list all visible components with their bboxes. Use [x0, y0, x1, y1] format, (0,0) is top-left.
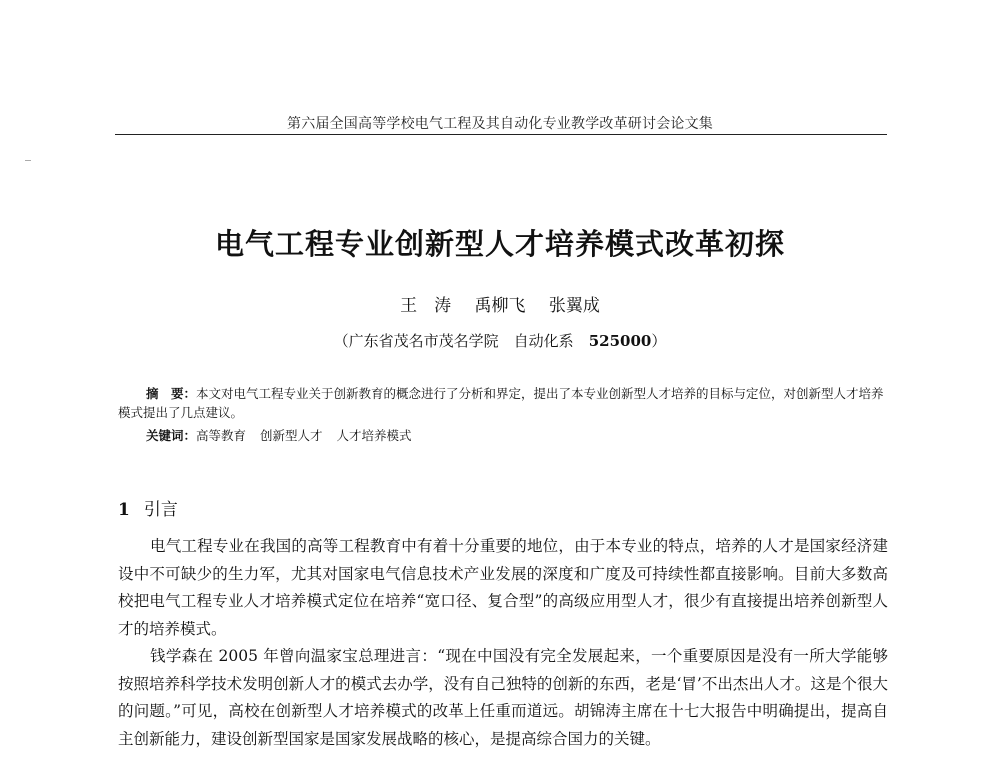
affiliation-open-paren: （ [333, 332, 349, 350]
section-title: 引言 [143, 500, 178, 520]
paragraph: 电气工程专业在我国的高等工程教育中有着十分重要的地位，由于本专业的特点，培养的人才是国家经济建设中不可缺少的生力军，尤其对国家电气信息技术产业发展的深度和广度及可持续性都直接影响。目前大多数高校把电气工程专业人才培养模式定位在培养“宽口径、复合型”的高级应用型人才，很少有直接提出培养创新型人才的培养模式。 [118, 537, 888, 638]
keywords [146, 426, 886, 445]
keyword: 高等教育 [196, 428, 247, 443]
scan-mark [25, 160, 31, 161]
keyword: 人才培养模式 [336, 428, 412, 443]
paragraph: 钱学森在 2005 年曾向温家宝总理进言：“现在中国没有完全发展起来，一个重要原因是没有一所大学能够按照培养科学技术发明创新人才的模式去办学，没有自己独特的创新的东西，老是‘冒’不出杰出人才。这是个很大的问题。”可见，高校在创新型人才培养模式的改革上任重而道远。胡锦涛主席在十七大报告中明确提出，提高自主创新能力，建设创新型国家是国家发展战略的核心，是提高综合国力的关键。 [118, 647, 888, 748]
running-header: 第六届全国高等学校电气工程及其自动化专业教学改革研讨会论文集 [287, 116, 713, 132]
abstract [118, 384, 888, 422]
author-name: 王 涛 [400, 296, 452, 316]
header-rule [115, 134, 887, 135]
paper-title: 电气工程专业创新型人才培养模式改革初探 [214, 227, 785, 261]
author-name: 张翼成 [548, 296, 600, 316]
postal-code: 525000 [588, 332, 652, 350]
abstract-text: 本文对电气工程专业关于创新教育的概念进行了分析和界定，提出了本专业创新型人才培养的目标与定位，对创新型人才培养模式提出了几点建议。 [118, 386, 884, 420]
abstract-label: 摘 要： [146, 386, 197, 401]
affiliation-org: 广东省茂名市茂名学院 自动化系 [348, 332, 574, 350]
section-number: 1 [118, 500, 130, 520]
author-list [300, 291, 700, 316]
author-name: 禹柳飞 [474, 296, 526, 316]
section-heading [118, 495, 178, 520]
body-text [118, 533, 888, 753]
keywords-label: 关键词： [146, 428, 197, 443]
affiliation-close-paren: ） [651, 332, 667, 350]
keyword: 创新型人才 [260, 428, 323, 443]
affiliation [250, 330, 750, 351]
